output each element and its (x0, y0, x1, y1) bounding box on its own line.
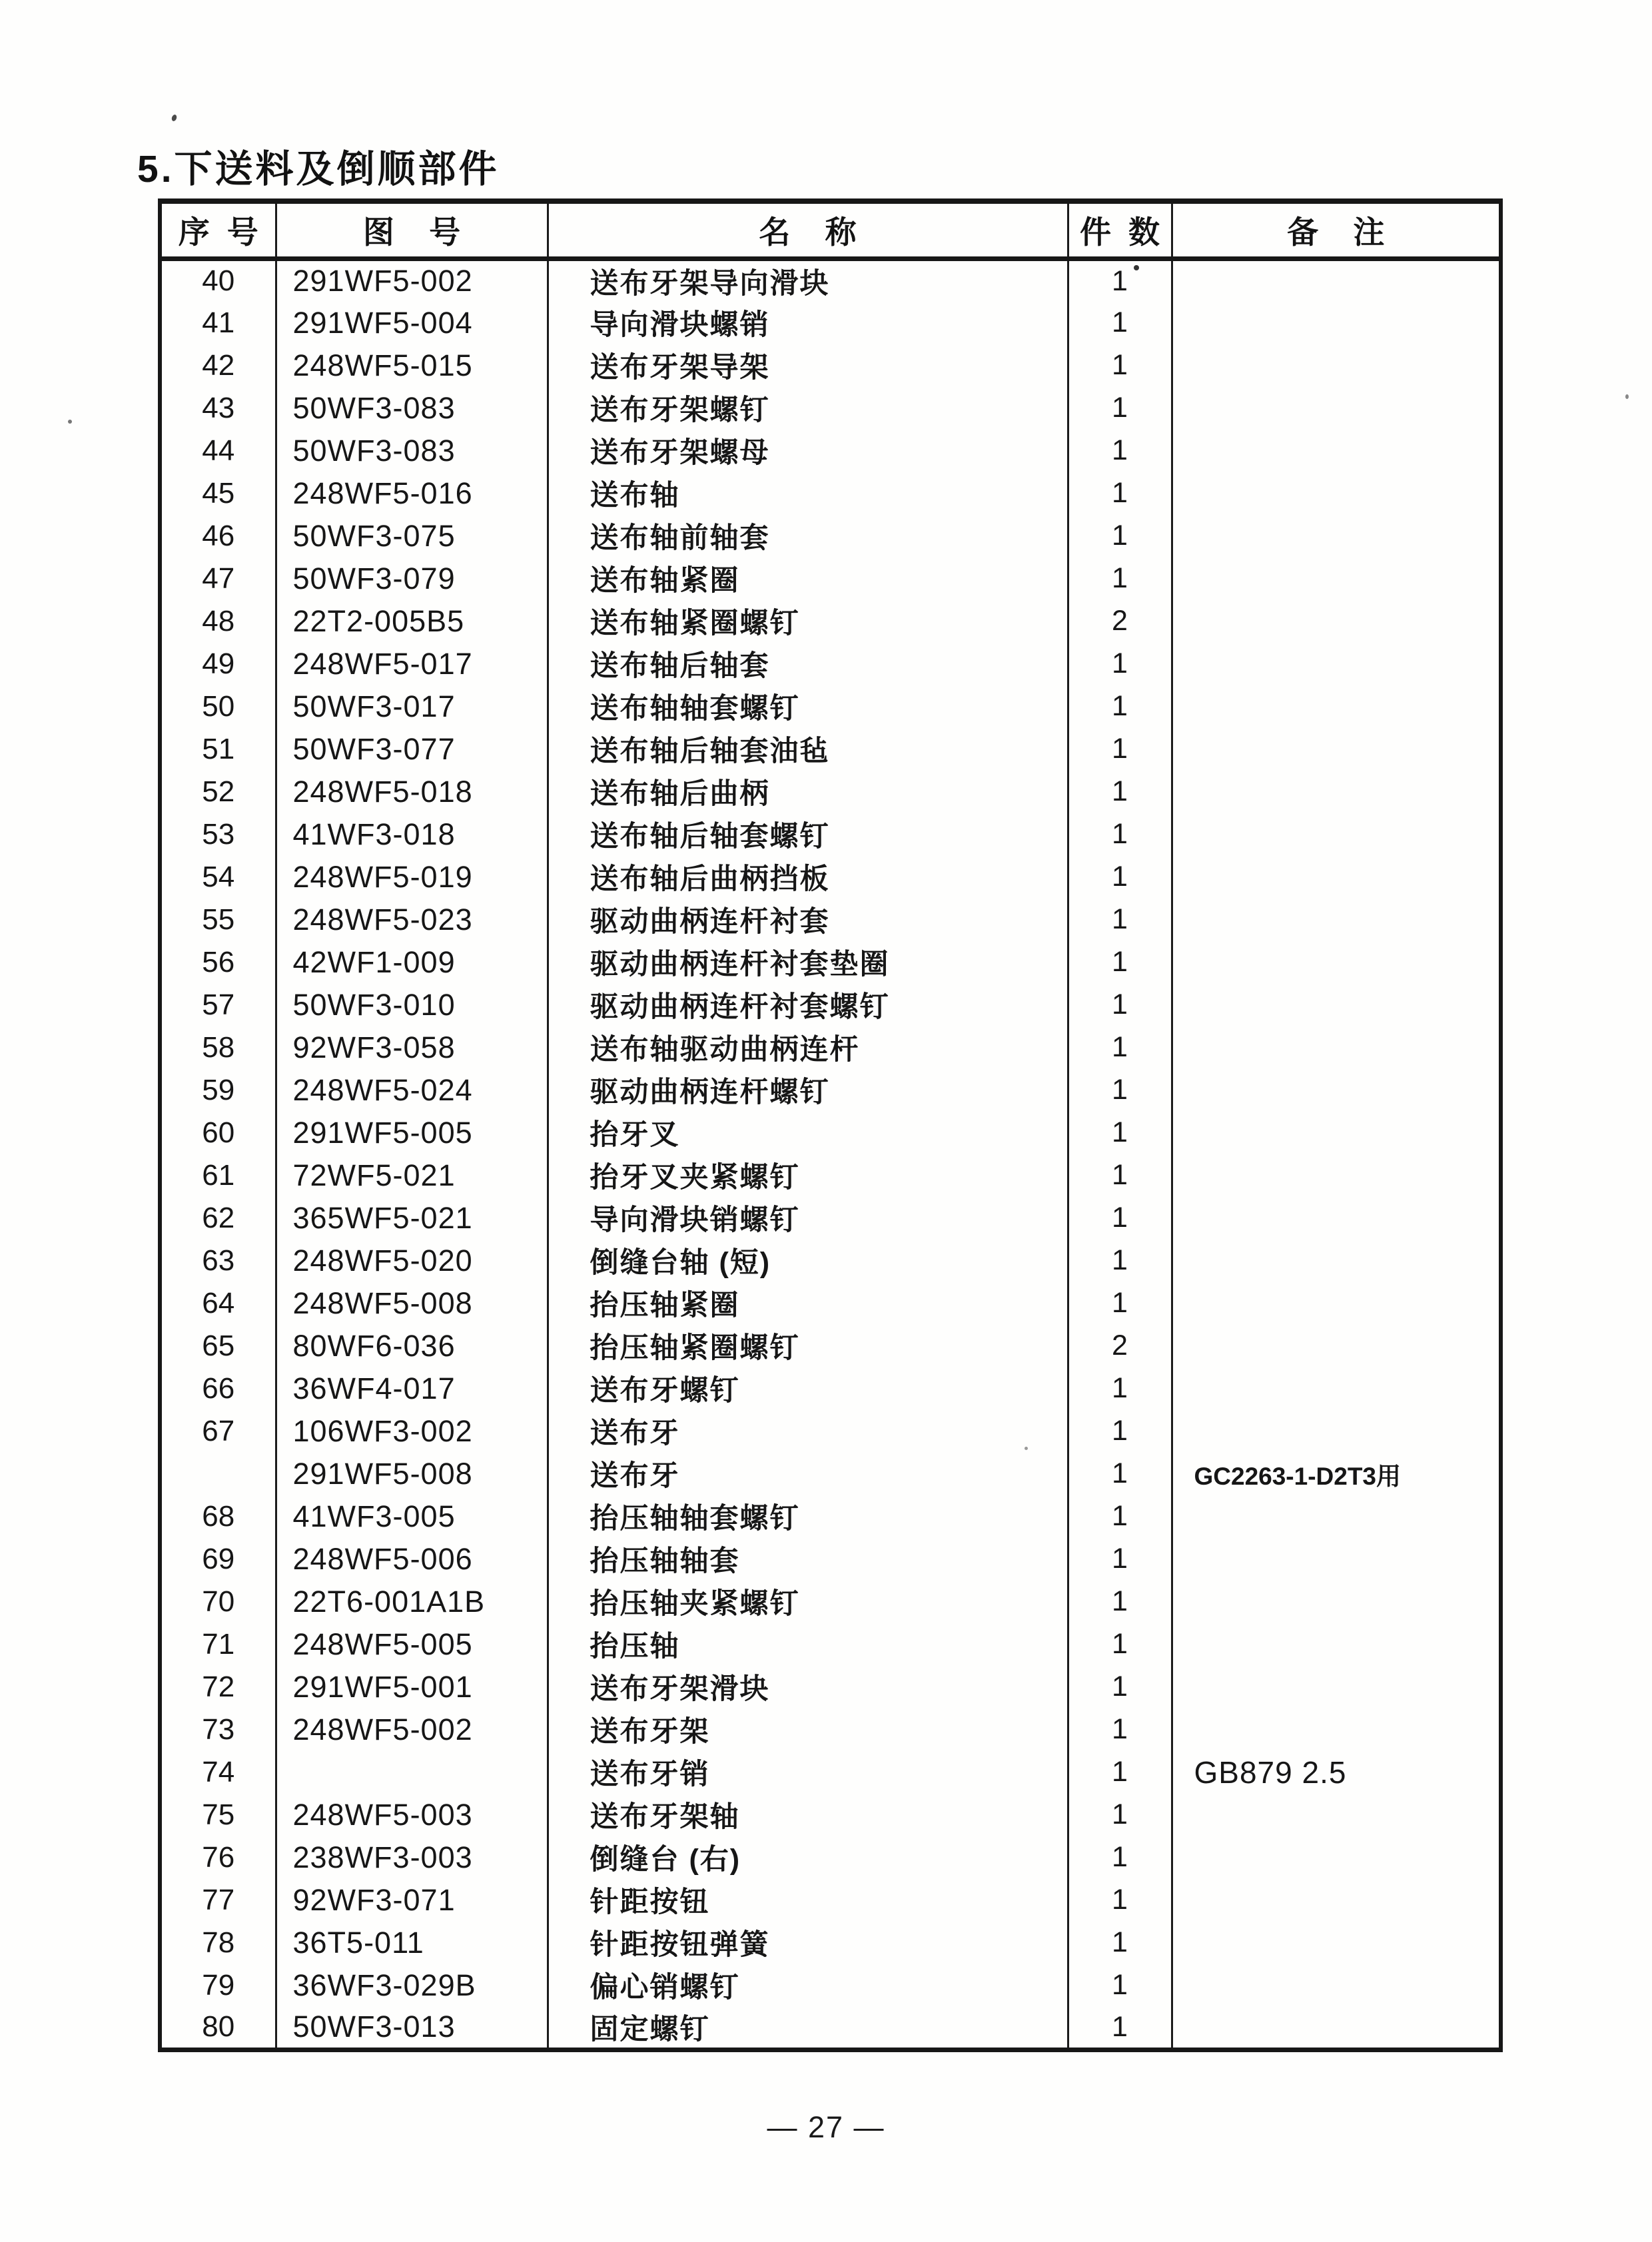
cell-note (1172, 1282, 1501, 1325)
cell-no: 75 (160, 1794, 276, 1836)
cell-part: 22T6-001A1B (276, 1581, 548, 1623)
cell-no: 41 (160, 302, 276, 344)
cell-part (276, 1751, 548, 1794)
cell-part: 248WF5-015 (276, 344, 548, 387)
cell-note (1172, 1794, 1501, 1836)
cell-part: 248WF5-008 (276, 1282, 548, 1325)
scan-speck (68, 420, 72, 424)
table-row (160, 472, 1501, 515)
cell-qty: 1 (1068, 1410, 1172, 1453)
cell-note (1172, 258, 1501, 302)
table-row (160, 1879, 1501, 1922)
cell-note: GB879 2.5 (1194, 1754, 1347, 1790)
cell-note (1172, 1495, 1501, 1538)
table-row (160, 387, 1501, 430)
table-row (160, 984, 1501, 1026)
cell-part: 248WF5-017 (276, 643, 548, 685)
cell-name: 驱动曲柄连杆衬套垫圈 (548, 941, 1068, 984)
cell-no: 68 (160, 1495, 276, 1538)
cell-name: 抬牙叉 (548, 1112, 1068, 1154)
scan-speck (1025, 1447, 1028, 1450)
table-row (160, 941, 1501, 984)
cell-qty: 1 (1068, 1708, 1172, 1751)
cell-note (1172, 1708, 1501, 1751)
cell-qty: 1 (1068, 899, 1172, 941)
table-row (160, 1112, 1501, 1154)
cell-qty: 1 (1068, 1197, 1172, 1240)
cell-part: 291WF5-008 (276, 1453, 548, 1495)
cell-part: 248WF5-020 (276, 1240, 548, 1282)
cell-qty: 1 (1068, 1666, 1172, 1708)
table-row (160, 515, 1501, 558)
cell-part: 238WF3-003 (276, 1836, 548, 1879)
cell-qty: 1 (1068, 430, 1172, 472)
table-row (160, 1623, 1501, 1666)
cell-no: 42 (160, 344, 276, 387)
cell-qty: 1 (1068, 1154, 1172, 1197)
cell-name: 送布牙架螺钉 (548, 387, 1068, 430)
cell-qty: 1 (1068, 1538, 1172, 1581)
cell-note (1172, 1112, 1501, 1154)
cell-part: 50WF3-079 (276, 558, 548, 600)
table-row (160, 685, 1501, 728)
table-row (160, 1495, 1501, 1538)
cell-no: 54 (160, 856, 276, 899)
cell-qty: 1 (1068, 2007, 1172, 2050)
cell-qty: 1 (1068, 1836, 1172, 1879)
cell-name: 送布轴驱动曲柄连杆 (548, 1026, 1068, 1069)
cell-qty: 1 (1068, 558, 1172, 600)
cell-qty: 1 (1068, 302, 1172, 344)
cell-part: 291WF5-002 (276, 258, 548, 302)
cell-no: 43 (160, 387, 276, 430)
cell-name: 驱动曲柄连杆螺钉 (548, 1069, 1068, 1112)
cell-part: 50WF3-013 (276, 2007, 548, 2050)
table-row (160, 728, 1501, 771)
cell-name: 驱动曲柄连杆衬套螺钉 (548, 984, 1068, 1026)
cell-qty: 1 (1068, 1879, 1172, 1922)
cell-part: 50WF3-010 (276, 984, 548, 1026)
cell-part: 291WF5-005 (276, 1112, 548, 1154)
table-row (160, 1666, 1501, 1708)
parts-table-header-row (160, 201, 1501, 258)
table-row (160, 1069, 1501, 1112)
cell-note (1172, 1623, 1501, 1666)
cell-qty: 1 (1068, 1623, 1172, 1666)
cell-name: 倒缝台轴 (短) (548, 1240, 1068, 1282)
cell-note (1172, 643, 1501, 685)
cell-name: 抬压轴 (548, 1623, 1068, 1666)
cell-note (1172, 430, 1501, 472)
table-row (160, 600, 1501, 643)
cell-part: 72WF5-021 (276, 1154, 548, 1197)
cell-note (1172, 728, 1501, 771)
cell-name: 抬压轴紧圈螺钉 (548, 1325, 1068, 1367)
cell-part: 92WF3-071 (276, 1879, 548, 1922)
table-row (160, 1751, 1501, 1794)
table-row (160, 1538, 1501, 1581)
table-row (160, 813, 1501, 856)
cell-part: 50WF3-077 (276, 728, 548, 771)
cell-qty: 1 (1068, 1453, 1172, 1495)
cell-note (1172, 1879, 1501, 1922)
cell-no: 74 (160, 1751, 276, 1794)
cell-name: 送布轴后曲柄挡板 (548, 856, 1068, 899)
cell-name: 抬压轴夹紧螺钉 (548, 1581, 1068, 1623)
cell-qty: 1 (1068, 1581, 1172, 1623)
cell-note (1172, 387, 1501, 430)
cell-no: 46 (160, 515, 276, 558)
cell-no: 65 (160, 1325, 276, 1367)
table-row (160, 558, 1501, 600)
cell-name: 送布牙架轴 (548, 1794, 1068, 1836)
cell-name: 抬压轴轴套 (548, 1538, 1068, 1581)
cell-name: 导向滑块螺销 (548, 302, 1068, 344)
parts-table-body (160, 258, 1501, 2050)
table-row (160, 1794, 1501, 1836)
cell-note (1172, 1197, 1501, 1240)
cell-no: 58 (160, 1026, 276, 1069)
cell-qty: 2 (1068, 1325, 1172, 1367)
cell-name: 固定螺钉 (548, 2007, 1068, 2050)
cell-note (1172, 302, 1501, 344)
cell-note (1172, 1154, 1501, 1197)
table-row (160, 430, 1501, 472)
table-row (160, 643, 1501, 685)
cell-name: 针距按钮 (548, 1879, 1068, 1922)
cell-no (160, 1453, 276, 1495)
cell-note (1172, 813, 1501, 856)
cell-no: 56 (160, 941, 276, 984)
cell-qty: 1 (1068, 813, 1172, 856)
table-row (160, 1026, 1501, 1069)
cell-name: 送布牙销 (548, 1751, 1068, 1794)
cell-name: 送布轴紧圈螺钉 (548, 600, 1068, 643)
scan-speck (1134, 265, 1139, 270)
header-part-no: 图 号 (276, 201, 548, 258)
cell-qty: 2 (1068, 600, 1172, 643)
cell-note (1172, 899, 1501, 941)
cell-name: 送布牙 (548, 1410, 1068, 1453)
cell-name: 倒缝台 (右) (548, 1836, 1068, 1879)
cell-name: 导向滑块销螺钉 (548, 1197, 1068, 1240)
cell-note (1172, 600, 1501, 643)
cell-note (1172, 1026, 1501, 1069)
table-row (160, 344, 1501, 387)
cell-no: 52 (160, 771, 276, 813)
cell-qty: 1 (1068, 1367, 1172, 1410)
cell-part: 248WF5-006 (276, 1538, 548, 1581)
cell-part: 248WF5-003 (276, 1794, 548, 1836)
cell-qty: 1 (1068, 984, 1172, 1026)
cell-name: 送布轴后曲柄 (548, 771, 1068, 813)
cell-note (1172, 1538, 1501, 1581)
cell-qty: 1 (1068, 941, 1172, 984)
cell-no: 80 (160, 2007, 276, 2050)
cell-note (1172, 2007, 1501, 2050)
table-row (160, 1922, 1501, 1964)
cell-note (1172, 856, 1501, 899)
cell-no: 60 (160, 1112, 276, 1154)
cell-name: 送布轴紧圈 (548, 558, 1068, 600)
cell-note (1172, 685, 1501, 728)
cell-note (1172, 1922, 1501, 1964)
cell-name: 送布轴轴套螺钉 (548, 685, 1068, 728)
cell-no: 67 (160, 1410, 276, 1453)
cell-note (1172, 1367, 1501, 1410)
cell-name: 送布牙架导向滑块 (548, 258, 1068, 302)
cell-part: 80WF6-036 (276, 1325, 548, 1367)
cell-name: 送布牙架 (548, 1708, 1068, 1751)
header-seq-no: 序 号 (160, 201, 276, 258)
cell-part: 92WF3-058 (276, 1026, 548, 1069)
cell-no: 57 (160, 984, 276, 1026)
cell-note (1172, 472, 1501, 515)
cell-name: 送布轴前轴套 (548, 515, 1068, 558)
cell-no: 63 (160, 1240, 276, 1282)
cell-note (1172, 771, 1501, 813)
cell-qty: 1 (1068, 344, 1172, 387)
cell-qty: 1 (1068, 1240, 1172, 1282)
cell-no: 76 (160, 1836, 276, 1879)
table-row (160, 1154, 1501, 1197)
cell-qty: 1 (1068, 771, 1172, 813)
cell-name: 抬压轴轴套螺钉 (548, 1495, 1068, 1538)
cell-qty: 1 (1068, 472, 1172, 515)
cell-name: 抬压轴紧圈 (548, 1282, 1068, 1325)
cell-qty: 1 (1068, 1495, 1172, 1538)
cell-note (1172, 344, 1501, 387)
cell-qty: 1 (1068, 728, 1172, 771)
cell-note (1172, 1410, 1501, 1453)
table-row (160, 302, 1501, 344)
cell-part: 50WF3-083 (276, 387, 548, 430)
cell-part: 36WF4-017 (276, 1367, 548, 1410)
cell-part: 248WF5-005 (276, 1623, 548, 1666)
cell-no: 47 (160, 558, 276, 600)
cell-name: 送布牙架螺母 (548, 430, 1068, 472)
cell-part: 248WF5-018 (276, 771, 548, 813)
cell-no: 48 (160, 600, 276, 643)
table-row (160, 1708, 1501, 1751)
cell-note (1172, 515, 1501, 558)
table-row (160, 1240, 1501, 1282)
table-row (160, 1581, 1501, 1623)
cell-name: 针距按钮弹簧 (548, 1922, 1068, 1964)
cell-name: 送布牙架滑块 (548, 1666, 1068, 1708)
cell-no: 66 (160, 1367, 276, 1410)
cell-qty: 1 (1068, 643, 1172, 685)
cell-qty: 1 (1068, 856, 1172, 899)
cell-qty: 1 (1068, 387, 1172, 430)
cell-name: 送布牙 (548, 1453, 1068, 1495)
cell-qty: 1 (1068, 1112, 1172, 1154)
cell-name: 送布轴 (548, 472, 1068, 515)
page-title: 5.下送料及倒顺部件 (137, 148, 500, 190)
table-row (160, 1836, 1501, 1879)
cell-qty: 1 (1068, 515, 1172, 558)
header-remarks: 备 注 (1172, 201, 1501, 258)
cell-no: 50 (160, 685, 276, 728)
cell-note (1172, 984, 1501, 1026)
cell-part: 22T2-005B5 (276, 600, 548, 643)
cell-no: 73 (160, 1708, 276, 1751)
cell-part: 248WF5-019 (276, 856, 548, 899)
cell-no: 51 (160, 728, 276, 771)
table-row (160, 1282, 1501, 1325)
table-row (160, 258, 1501, 302)
cell-note (1172, 1240, 1501, 1282)
table-row (160, 1410, 1501, 1453)
cell-no: 78 (160, 1922, 276, 1964)
cell-part: 36WF3-029B (276, 1964, 548, 2007)
cell-part: 50WF3-075 (276, 515, 548, 558)
cell-part: 248WF5-016 (276, 472, 548, 515)
cell-name: 偏心销螺钉 (548, 1964, 1068, 2007)
cell-no: 79 (160, 1964, 276, 2007)
cell-no: 70 (160, 1581, 276, 1623)
cell-qty: 1 (1068, 1026, 1172, 1069)
cell-no: 69 (160, 1538, 276, 1581)
cell-note (1172, 1325, 1501, 1367)
header-qty: 件 数 (1068, 201, 1172, 258)
cell-no: 45 (160, 472, 276, 515)
scan-speck (171, 114, 178, 122)
cell-qty: 1 (1068, 1751, 1172, 1794)
cell-qty: 1 (1068, 1794, 1172, 1836)
cell-no: 40 (160, 258, 276, 302)
cell-note (1172, 558, 1501, 600)
scan-speck (1625, 394, 1629, 399)
cell-name: 抬牙叉夹紧螺钉 (548, 1154, 1068, 1197)
cell-no: 59 (160, 1069, 276, 1112)
cell-qty: 1 (1068, 1282, 1172, 1325)
cell-name: 送布牙架导架 (548, 344, 1068, 387)
cell-part: 248WF5-002 (276, 1708, 548, 1751)
cell-no: 77 (160, 1879, 276, 1922)
cell-name: 送布牙螺钉 (548, 1367, 1068, 1410)
cell-qty: 1 (1068, 258, 1172, 302)
table-row (160, 771, 1501, 813)
table-row (160, 899, 1501, 941)
cell-qty: 1 (1068, 1922, 1172, 1964)
parts-table (158, 198, 1503, 2052)
cell-note: GC2263-1-D2T3用 (1194, 1462, 1402, 1490)
cell-note (1172, 1581, 1501, 1623)
cell-name: 送布轴后轴套螺钉 (548, 813, 1068, 856)
table-row (160, 856, 1501, 899)
cell-qty: 1 (1068, 685, 1172, 728)
cell-no: 72 (160, 1666, 276, 1708)
cell-part: 41WF3-018 (276, 813, 548, 856)
cell-no: 55 (160, 899, 276, 941)
cell-no: 61 (160, 1154, 276, 1197)
cell-note (1172, 1836, 1501, 1879)
cell-qty: 1 (1068, 1964, 1172, 2007)
table-row (160, 2007, 1501, 2050)
cell-part: 365WF5-021 (276, 1197, 548, 1240)
cell-part: 291WF5-001 (276, 1666, 548, 1708)
cell-part: 50WF3-017 (276, 685, 548, 728)
table-row (160, 1964, 1501, 2007)
cell-note (1172, 1069, 1501, 1112)
cell-no: 62 (160, 1197, 276, 1240)
cell-note (1172, 1666, 1501, 1708)
cell-part: 106WF3-002 (276, 1410, 548, 1453)
table-row (160, 1453, 1501, 1495)
cell-part: 248WF5-024 (276, 1069, 548, 1112)
cell-part: 248WF5-023 (276, 899, 548, 941)
cell-no: 49 (160, 643, 276, 685)
page-number: — 27 — (767, 2110, 885, 2144)
table-row (160, 1325, 1501, 1367)
cell-no: 64 (160, 1282, 276, 1325)
cell-no: 71 (160, 1623, 276, 1666)
cell-note (1172, 1964, 1501, 2007)
cell-no: 53 (160, 813, 276, 856)
cell-no: 44 (160, 430, 276, 472)
header-name: 名 称 (548, 201, 1068, 258)
table-row (160, 1367, 1501, 1410)
cell-note (1172, 941, 1501, 984)
cell-name: 驱动曲柄连杆衬套 (548, 899, 1068, 941)
cell-part: 41WF3-005 (276, 1495, 548, 1538)
cell-qty: 1 (1068, 1069, 1172, 1112)
cell-name: 送布轴后轴套 (548, 643, 1068, 685)
cell-name: 送布轴后轴套油毡 (548, 728, 1068, 771)
cell-part: 42WF1-009 (276, 941, 548, 984)
cell-part: 291WF5-004 (276, 302, 548, 344)
table-row (160, 1197, 1501, 1240)
cell-part: 50WF3-083 (276, 430, 548, 472)
cell-part: 36T5-011 (276, 1922, 548, 1964)
